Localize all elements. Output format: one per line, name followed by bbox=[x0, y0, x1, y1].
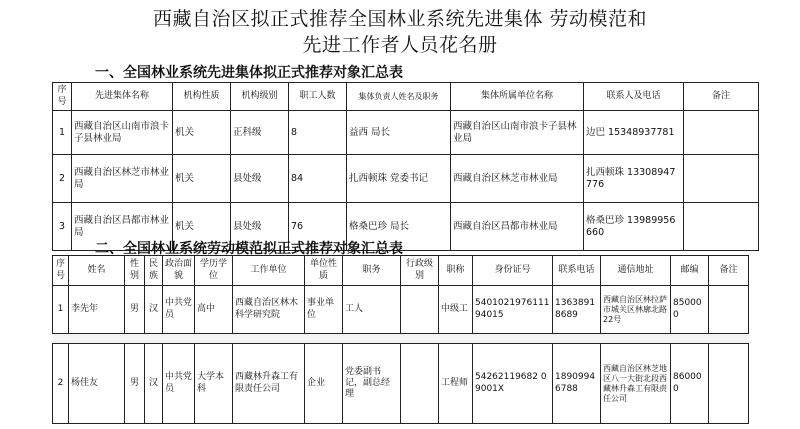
section2-heading: 二、全国林业系统劳动模范拟正式推荐对象汇总表 bbox=[95, 241, 403, 257]
header-cell: 联系人及电话 bbox=[584, 83, 684, 111]
remark bbox=[684, 155, 759, 203]
document-title-line1: 西藏自治区拟正式推荐全国林业系统先进集体 劳动模范和 bbox=[152, 8, 648, 30]
collective-name: 西藏自治区昌都市林业局 bbox=[72, 203, 173, 251]
header-cell: 机构性质 bbox=[173, 83, 231, 111]
remark bbox=[709, 286, 749, 334]
collective-table bbox=[52, 82, 759, 251]
political-status: 中共党员 bbox=[163, 286, 195, 334]
phone: 13638918689 bbox=[553, 286, 601, 334]
education: 大学本科 bbox=[195, 344, 233, 424]
row-number: 2 bbox=[53, 344, 69, 424]
header-cell: 单位性质 bbox=[305, 256, 343, 286]
header-cell: 备注 bbox=[684, 83, 759, 111]
person-name: 杨佳友 bbox=[69, 344, 125, 424]
admin-level bbox=[401, 286, 439, 334]
header-cell: 政治面貌 bbox=[163, 256, 195, 286]
institution-level: 县处级 bbox=[231, 203, 289, 251]
institution-nature: 机关 bbox=[173, 155, 231, 203]
id-number: 54262119682 09001X bbox=[473, 344, 553, 424]
contact: 扎西顿珠 13308947776 bbox=[584, 155, 684, 203]
header-cell: 序号 bbox=[53, 256, 69, 286]
parent-unit: 西藏自治区林芝市林业局 bbox=[451, 155, 584, 203]
table-header-row bbox=[53, 83, 759, 111]
contact: 边巴 15348937781 bbox=[584, 111, 684, 155]
staff-count: 84 bbox=[289, 155, 347, 203]
ethnicity: 汉 bbox=[145, 286, 163, 334]
work-unit: 西藏自治区林木科学研究院 bbox=[233, 286, 305, 334]
gender: 男 bbox=[125, 286, 145, 334]
document-title-line2: 先进工作者人员花名册 bbox=[302, 34, 498, 56]
page-break bbox=[53, 334, 749, 344]
header-cell: 序号 bbox=[53, 83, 72, 111]
row-number: 3 bbox=[53, 203, 72, 251]
contact: 格桑巴珍 13989956660 bbox=[584, 203, 684, 251]
professional-title: 中级工 bbox=[439, 286, 473, 334]
header-cell: 姓名 bbox=[69, 256, 125, 286]
header-cell: 通信地址 bbox=[601, 256, 671, 286]
position: 党委副书记，副总经理 bbox=[343, 344, 401, 424]
ethnicity: 汉 bbox=[145, 344, 163, 424]
header-cell: 学历学位 bbox=[195, 256, 233, 286]
person-name: 李先年 bbox=[69, 286, 125, 334]
parent-unit: 西藏自治区昌都市林业局 bbox=[451, 203, 584, 251]
staff-count: 8 bbox=[289, 111, 347, 155]
zip-code: 860000 bbox=[671, 344, 709, 424]
education: 高中 bbox=[195, 286, 233, 334]
institution-level: 正科级 bbox=[231, 111, 289, 155]
header-cell: 职称 bbox=[439, 256, 473, 286]
institution-nature: 机关 bbox=[173, 111, 231, 155]
header-cell: 邮编 bbox=[671, 256, 709, 286]
staff-count: 76 bbox=[289, 203, 347, 251]
zip-code: 850000 bbox=[671, 286, 709, 334]
header-cell: 联系电话 bbox=[553, 256, 601, 286]
header-cell: 工作单位 bbox=[233, 256, 305, 286]
work-unit: 西藏林升森工有限责任公司 bbox=[233, 344, 305, 424]
id-number: 540102197611194015 bbox=[473, 286, 553, 334]
remark bbox=[684, 203, 759, 251]
leader: 扎西顿珠 党委书记 bbox=[347, 155, 451, 203]
institution-nature: 机关 bbox=[173, 203, 231, 251]
parent-unit: 西藏自治区山南市浪卡子县林业局 bbox=[451, 111, 584, 155]
table-row bbox=[53, 344, 749, 424]
collective-name: 西藏自治区山南市浪卡子县林业局 bbox=[72, 111, 173, 155]
gender: 男 bbox=[125, 344, 145, 424]
table-row bbox=[53, 286, 749, 334]
position: 工人 bbox=[343, 286, 401, 334]
institution-level: 县处级 bbox=[231, 155, 289, 203]
header-cell: 行政级别 bbox=[401, 256, 439, 286]
phone: 18909946788 bbox=[553, 344, 601, 424]
remark bbox=[684, 111, 759, 155]
header-cell: 性别 bbox=[125, 256, 145, 286]
row-number: 1 bbox=[53, 286, 69, 334]
header-cell: 身份证号 bbox=[473, 256, 553, 286]
row-number: 2 bbox=[53, 155, 72, 203]
unit-type: 事业单位 bbox=[305, 286, 343, 334]
row-number: 1 bbox=[53, 111, 72, 155]
header-cell: 先进集体名称 bbox=[72, 83, 173, 111]
header-cell: 职务 bbox=[343, 256, 401, 286]
leader: 格桑巴珍 局长 bbox=[347, 203, 451, 251]
header-cell: 机构级别 bbox=[231, 83, 289, 111]
header-cell: 集体所属单位名称 bbox=[451, 83, 584, 111]
header-cell: 备注 bbox=[709, 256, 749, 286]
header-cell: 集体负责人姓名及职务 bbox=[347, 83, 451, 111]
table-row bbox=[53, 155, 759, 203]
professional-title: 工程师 bbox=[439, 344, 473, 424]
unit-type: 企业 bbox=[305, 344, 343, 424]
admin-level bbox=[401, 344, 439, 424]
model-worker-table bbox=[52, 255, 749, 424]
table-header-row bbox=[53, 256, 749, 286]
remark bbox=[709, 344, 749, 424]
page-gap-row bbox=[53, 334, 749, 344]
address: 西藏自治区林拉萨市城关区林廓北路22号 bbox=[601, 286, 671, 334]
collective-name: 西藏自治区林芝市林业局 bbox=[72, 155, 173, 203]
political-status: 中共党员 bbox=[163, 344, 195, 424]
header-cell: 职工人数 bbox=[289, 83, 347, 111]
table-row bbox=[53, 111, 759, 155]
header-cell: 民族 bbox=[145, 256, 163, 286]
leader: 益西 局长 bbox=[347, 111, 451, 155]
section1-heading: 一、全国林业系统先进集体拟正式推荐对象汇总表 bbox=[95, 65, 403, 81]
address: 西藏自治区林芝地区八一大街北段西藏林升森工有限责任公司 bbox=[601, 344, 671, 424]
